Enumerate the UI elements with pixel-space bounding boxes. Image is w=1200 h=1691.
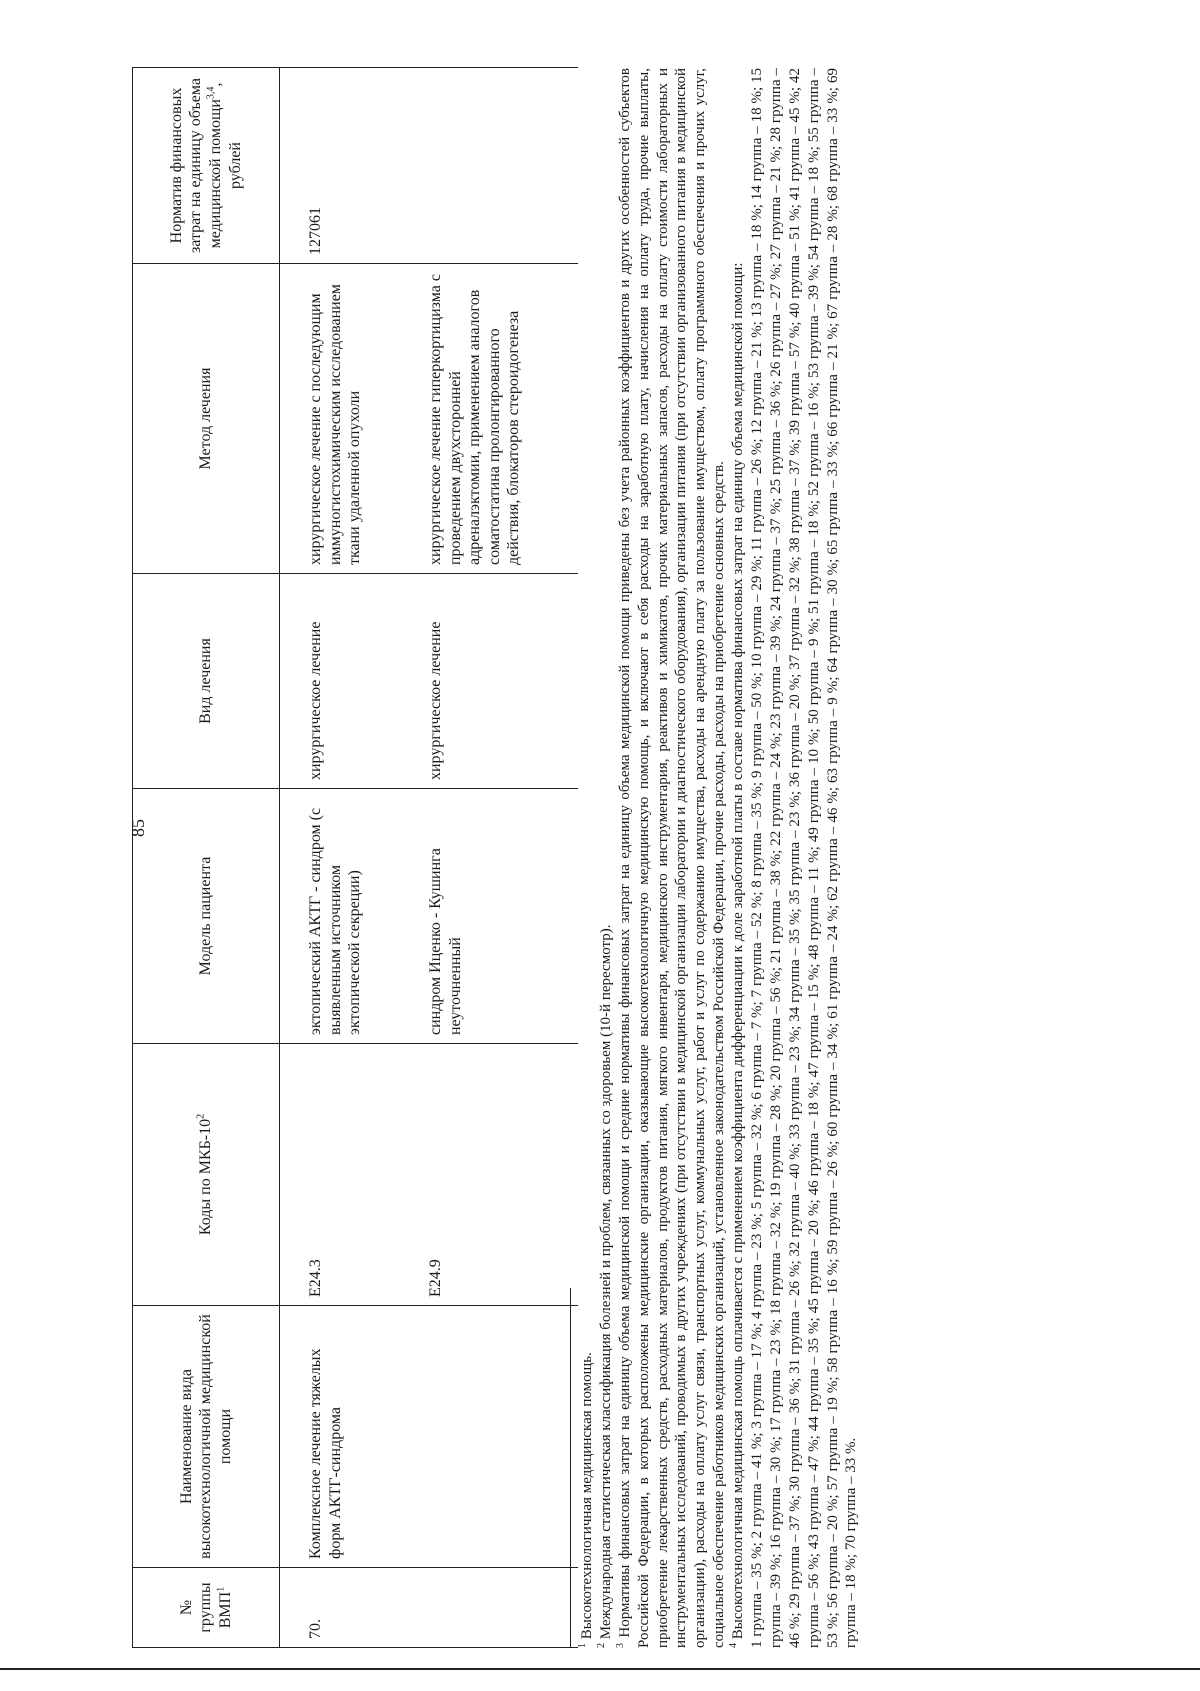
cell-norm xyxy=(418,68,578,264)
header-norm: Норматив финансовых затрат на единицу объема медицинской помощи$^{3,4}$, рублей xyxy=(133,68,280,264)
rotated-sheet xyxy=(132,28,1172,1648)
cell-name: Комплексное лечение тяжелых форм АКТГ-синдрома xyxy=(280,1306,419,1568)
table-row xyxy=(418,68,578,1648)
cell-name xyxy=(418,1306,578,1568)
cell-model: эктопический АКТГ - синдром (с выявленным источником эктопической секреции) xyxy=(280,789,419,1044)
cell-type: хирургическое лечение xyxy=(418,574,578,789)
footnote-divider xyxy=(570,1288,571,1648)
cell-code: E24.9 xyxy=(418,1044,578,1306)
header-type: Вид лечения xyxy=(133,574,280,789)
header-codes: Коды по МКБ-$10^2$ xyxy=(133,1044,280,1306)
header-model: Модель пациента xyxy=(133,789,280,1044)
footnote-1: $^1$ Высокотехнологичная медицинская помощь. xyxy=(577,1352,595,1648)
footnotes xyxy=(578,68,861,1648)
table-row xyxy=(280,68,419,1648)
header-group-no: № группы ВМП$^1$ xyxy=(133,1568,280,1648)
cell-method: хирургическое лечение с последующим иммуногистохимическим исследованием ткани удаленной опухоли xyxy=(280,264,419,574)
vmp-table xyxy=(132,67,578,1648)
page-number: 85 xyxy=(128,819,148,837)
cell-method: хирургическое лечение гиперкортицизма с проведением двухсторонней адреналэктомии, применением аналогов соматостатина пролонгированного действия, блокаторов стероидогенеза xyxy=(418,264,578,574)
cell-group-no: 70. xyxy=(280,1568,419,1648)
cell-model: синдром Иценко - Кушинга неуточненный xyxy=(418,789,578,1044)
cell-group-no xyxy=(418,1568,578,1648)
header-method: Метод лечения xyxy=(133,264,280,574)
cell-type: хирургическое лечение xyxy=(280,574,419,789)
cell-norm: 127061 xyxy=(280,68,419,264)
table-header-row xyxy=(133,68,280,1648)
footnote-3: $^3$ Нормативы финансовых затрат на единицу объема медицинской помощи и средние нормативы финансовых затрат на единицу объема медицинской помощи приведены без учета районных коэффициентов и других особенностей субъектов Российской Федерации, в которых расположены медицинские организации, оказывающие высокотехнологичную медицинскую помощь, и включают в себя расходы на заработную плату, начисления на оплату труда, прочие выплаты, приобретение лекарственных средств, расходных материалов, продуктов питания, мягкого инвентаря, медицинского инструментария, реактивов и химикатов, прочих материальных запасов, расходы на оплату стоимости лабораторных и инструментальных исследований, проводимых в других учреждениях (при отсутствии в медицинской организации лаборатории и диагностического оборудования), организации питания (при отсутствии организованного питания в медицинской организации), расходы на оплату услуг связи, транспортных услуг, коммунальных услуг, работ и услуг по содержанию имущества, расходы на арендную плату за пользование имуществом, оплату программного обеспечения и прочих услуг, социальное обеспечение работников медицинских организаций, установленное законодательством Российской Федерации, прочие расходы, расходы на приобретение основных средств. xyxy=(614,67,728,1648)
header-name: Наименование вида высокотехнологичной медицинской помощи xyxy=(133,1306,280,1568)
footnote-4: $^4$ Высокотехнологичная медицинская помощь оплачивается с применением коэффициента дифференциации к доле заработной платы в составе норматива финансовых затрат на единицу объема медицинской помощи: xyxy=(728,262,747,1648)
footnote-2: $^2$ Международная статистическая классификация болезней и проблем, связанных со здоровьем (10-й пересмотр). xyxy=(595,924,614,1648)
group-coefficients: 1 группа – 35 %; 2 группа – 41 %; 3 группа – 17 %; 4 группа – 23 %; 5 группа – 32 %; 6 группа – 7 %; 7 группа – 52 %; 8 группа – 35 %; 9 группа – 50 %; 10 группа – 29 %; 11 группа – 26 %; 12 группа – 21 %; 13 группа – 18 %; 14 группа – 18 %; 15 группа – 39 %; 16 группа – 30 %; 17 группа – 23 %; 18 группа – 32 %; 19 группа – 28 %; 20 группа – 56 %; 21 группа – 38 %; 22 группа – 24 %; 23 группа – 39 %; 24 группа – 37 %; 25 группа – 36 %; 26 группа – 27 %; 27 группа – 21 %; 28 группа – 46 %; 29 группа – 37 %; 30 группа – 36 %; 31 группа – 26 %; 32 группа – 40 %; 33 группа – 23 %; 34 группа – 35 %; 35 группа – 23 %; 36 группа – 20 %; 37 группа – 32 %; 38 группа – 37 %; 39 группа – 57 %; 40 группа – 51 %; 41 группа – 45 %; 42 группа – 56 %; 43 группа – 47 %; 44 группа – 35 %; 45 группа – 20 %; 46 группа – 18 %; 47 группа – 15 %; 48 группа – 11 %; 49 группа – 10 %; 50 группа – 9 %; 51 группа – 18 %; 52 группа – 16 %; 53 группа – 39 %; 54 группа – 18 %; 55 группа – 53 %; 56 группа – 20 %; 57 группа – 19 %; 58 группа – 16 %; 59 группа – 26 %; 60 группа – 34 %; 61 группа – 24 %; 62 группа – 46 %; 63 группа – 9 %; 64 группа – 30 %; 65 группа – 33 %; 66 группа – 21 %; 67 группа – 28 %; 68 группа – 33 %; 69 группа – 18 %; 70 группа – 33 %. xyxy=(749,68,860,1648)
cell-code: E24.3 xyxy=(280,1044,419,1306)
bottom-rule xyxy=(0,1668,1200,1670)
